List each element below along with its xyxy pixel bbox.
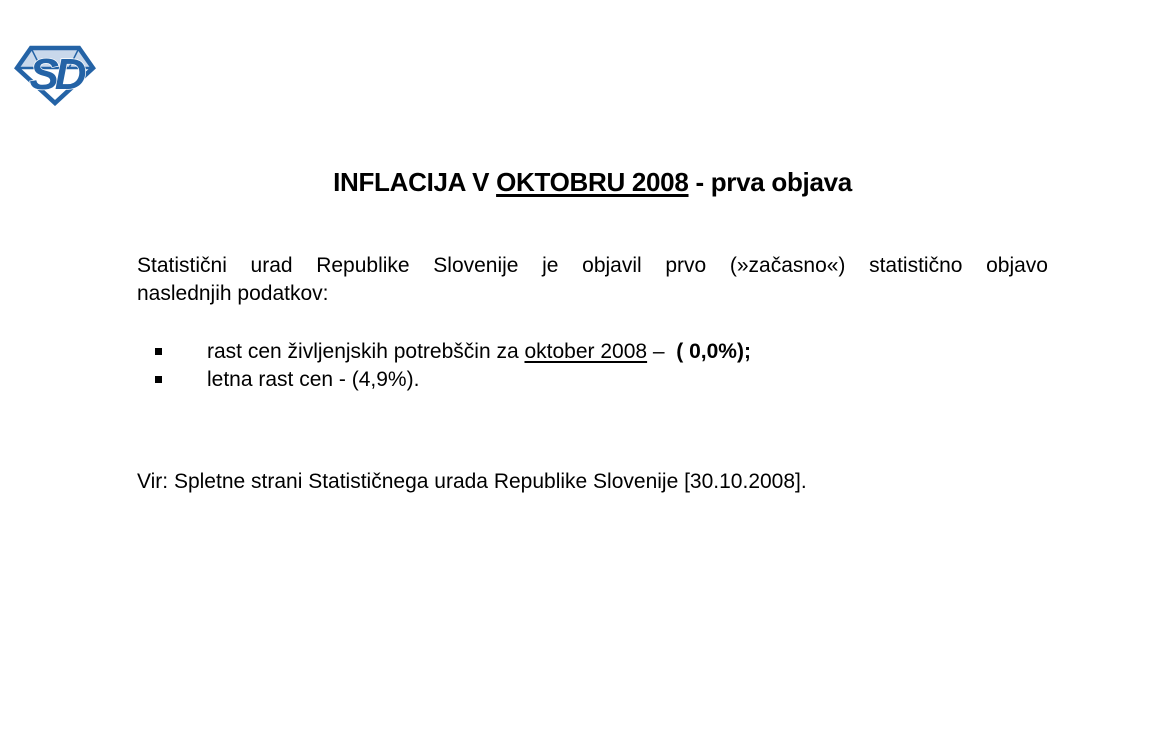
bullet1-underlined-date: oktober 2008	[524, 340, 648, 363]
bullet1-dash: –	[647, 340, 677, 363]
bullet-square-icon	[155, 376, 162, 383]
sd-logo-letters: SD	[29, 50, 83, 99]
bullet-text: letna rast cen - (4,9%).	[207, 368, 420, 391]
bullet-list	[155, 338, 1015, 394]
title-underlined-date: OKTOBRU 2008	[496, 167, 689, 197]
bullet-square-icon	[155, 348, 162, 355]
title-prefix: INFLACIJA V	[333, 167, 497, 197]
intro-line-2: naslednjih podatkov:	[137, 282, 329, 305]
bullet-item-cpi-annual	[155, 366, 1015, 394]
title-suffix: - prva objava	[688, 167, 852, 197]
bullet-text	[207, 338, 751, 366]
bullet1-value: ( 0,0%);	[676, 340, 751, 363]
bullet1-pre: rast cen življenjskih potrebščin za	[207, 340, 525, 363]
intro-paragraph	[137, 252, 1048, 308]
bullet-item-cpi-monthly	[155, 338, 1015, 366]
source-line: Vir: Spletne strani Statističnega urada Republike Slovenije [30.10.2008].	[137, 470, 807, 493]
page-title	[137, 167, 1048, 197]
sd-logo-icon	[13, 44, 97, 106]
intro-line-1: Statistični urad Republike Slovenije je objavil prvo (»začasno«) statistično objavo	[137, 254, 1048, 277]
